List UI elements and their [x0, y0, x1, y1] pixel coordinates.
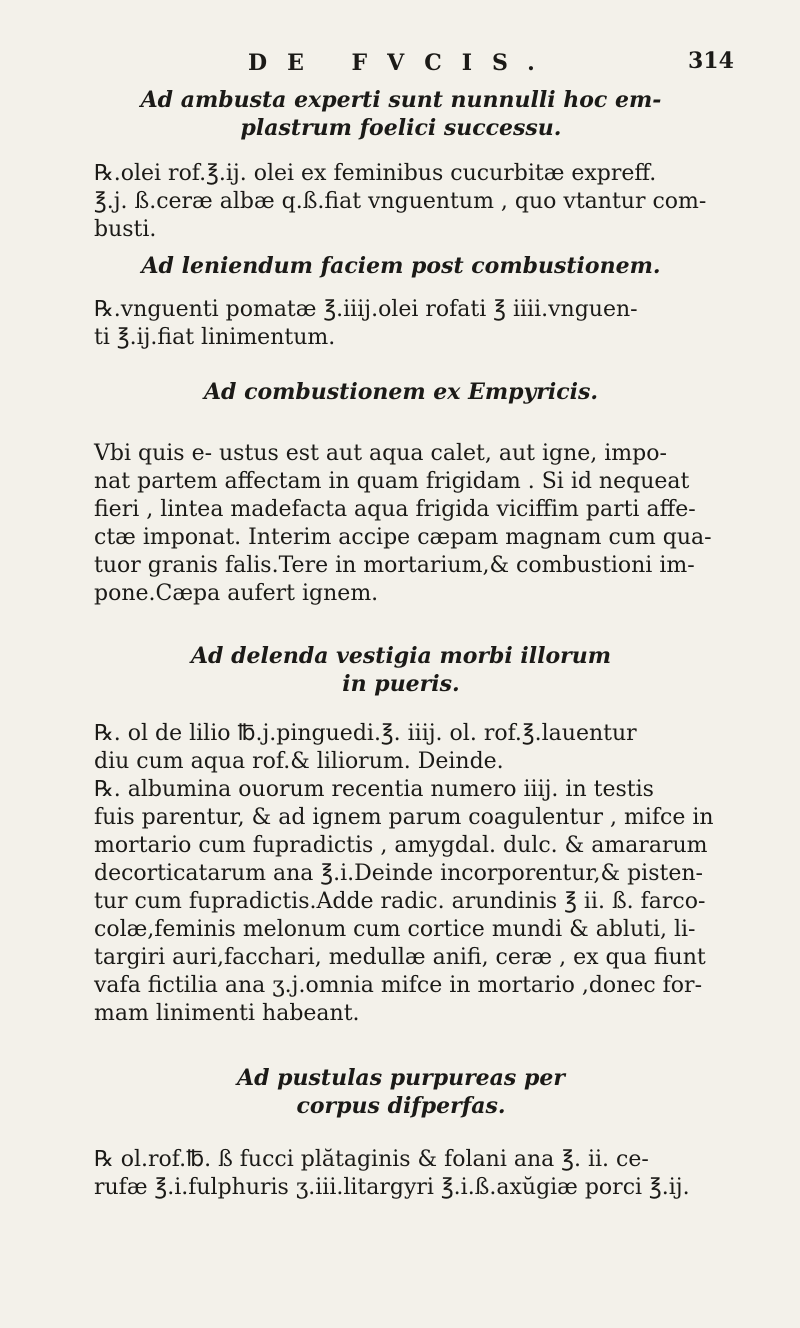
running-head	[0, 44, 800, 84]
text-line: decorticatarum ana ℥.i.Deinde incorporentur,& pisten-	[94, 861, 703, 886]
section-pustulas	[94, 1064, 708, 1202]
text-line: ctæ imponat. Interim accipe cæpam magnam cum qua-	[94, 525, 712, 550]
section-heading	[94, 86, 708, 142]
text-line: mam linimenti habeant.	[94, 1001, 360, 1026]
text-line: busti.	[94, 217, 157, 242]
section-heading	[94, 1064, 708, 1120]
text-line: tur cum fupradictis.Adde radic. arundinis ℥ ii. ß. farco-	[94, 889, 706, 914]
section-empyricis	[94, 378, 712, 608]
text-line: mortario cum fupradictis , amygdal. dulc. & amararum	[94, 833, 708, 858]
section-delenda	[94, 642, 714, 1028]
text-line: ℥.j. ß.ceræ albæ q.ß.fiat vnguentum , quo vtantur com-	[94, 189, 707, 214]
recipe-text	[94, 720, 714, 1028]
recipe-text	[94, 1146, 708, 1202]
text-line: ℞. albumina ouorum recentia numero iiij. in testis	[94, 777, 654, 802]
section-leniendum	[94, 252, 708, 352]
section-heading	[94, 642, 708, 698]
heading-line: Ad combustionem ex Empyricis.	[203, 379, 599, 405]
heading-line: Ad delenda vestigia morbi illorum	[190, 643, 612, 669]
heading-line: corpus difperfas.	[296, 1093, 506, 1119]
text-line: ℞ ol.rof.℔. ß fucci plătaginis & folani ana ℥. ii. ce-	[94, 1147, 649, 1172]
recipe-text	[94, 296, 708, 352]
text-line: vafa fictilia ana ʒ.j.omnia mifce in mortario ,donec for-	[94, 973, 702, 998]
text-line: ti ℥.ij.fiat linimentum.	[94, 325, 336, 350]
text-line: tuor granis falis.Tere in mortarium,& combustioni im-	[94, 553, 695, 578]
text-line: diu cum aqua rof.& liliorum. Deinde.	[94, 749, 504, 774]
heading-line: Ad pustulas purpureas per	[237, 1065, 565, 1091]
heading-line: plastrum foelici successu.	[240, 115, 562, 141]
heading-line: Ad leniendum faciem post combustionem.	[141, 253, 661, 279]
recipe-text	[94, 440, 712, 608]
heading-line: Ad ambusta experti sunt nunnulli hoc em-	[140, 87, 662, 113]
heading-line: in pueris.	[342, 671, 460, 697]
text-line: nat partem affectam in quam frigidam . Si id nequeat	[94, 469, 690, 494]
text-line: ℞.olei rof.℥.ij. olei ex feminibus cucurbitæ expreff.	[94, 161, 657, 186]
page-number: 314	[688, 48, 734, 74]
text-line: ℞.vnguenti pomatæ ℥.iiij.olei rofati ℥ iiii.vnguen-	[94, 297, 638, 322]
text-line: rufæ ℥.i.fulphuris ʒ.iii.litargyri ℥.i.ß.axŭgiæ porci ℥.ij.	[94, 1175, 690, 1200]
section-heading	[94, 378, 708, 406]
text-block	[94, 84, 714, 1202]
text-line: colæ,feminis melonum cum cortice mundi & abluti, li-	[94, 917, 696, 942]
section-ambusta	[94, 86, 708, 244]
section-heading	[94, 252, 708, 280]
text-line: fieri , lintea madefacta aqua frigida viciffim parti affe-	[94, 497, 696, 522]
text-line: targiri auri,facchari, medullæ anifi, ceræ , ex qua fiunt	[94, 945, 706, 970]
recipe-text	[94, 160, 708, 244]
text-line: Vbi quis e- ustus est aut aqua calet, aut igne, impo-	[94, 441, 667, 466]
text-line: ℞. ol de lilio ℔.j.pinguedi.℥. iiij. ol. rof.℥.lauentur	[94, 721, 637, 746]
running-title: DE FVCIS.	[248, 50, 555, 76]
text-line: pone.Cæpa aufert ignem.	[94, 581, 379, 606]
text-line: fuis parentur, & ad ignem parum coagulentur , mifce in	[94, 805, 714, 830]
